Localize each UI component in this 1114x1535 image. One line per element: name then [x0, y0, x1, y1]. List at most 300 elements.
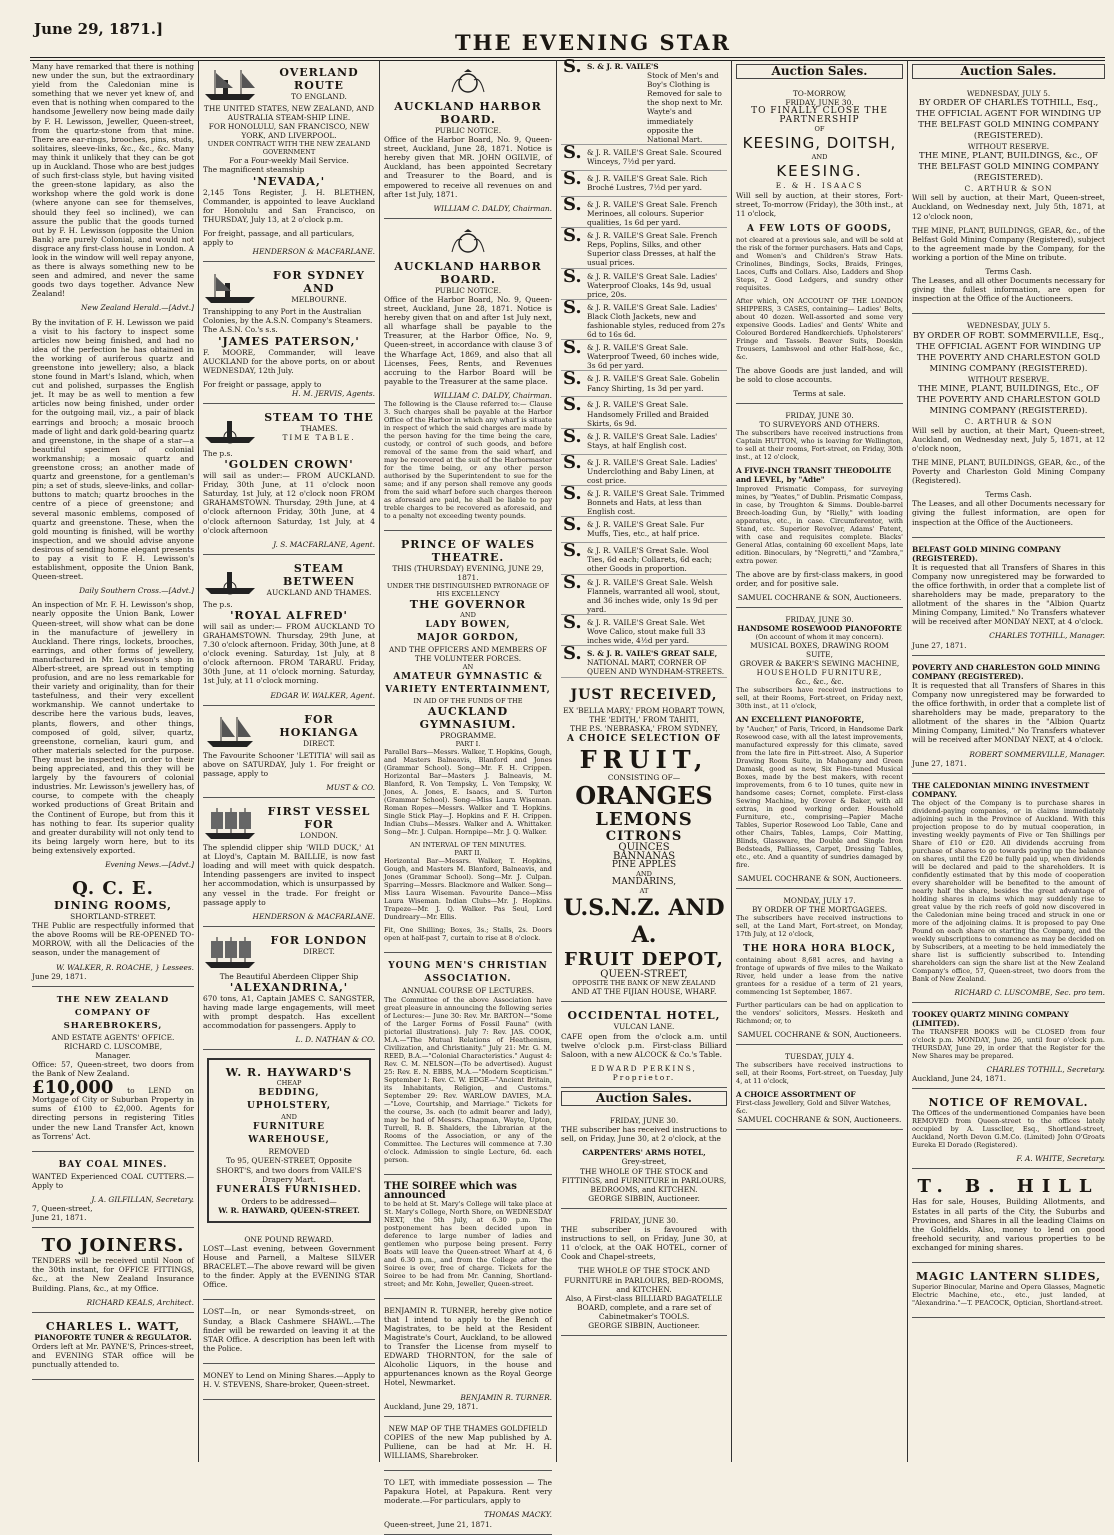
- ad-heading: JUST RECEIVED,: [570, 686, 718, 703]
- drop-cap: S.: [563, 451, 582, 473]
- ad-line: Terms at sale.: [793, 389, 846, 399]
- drop-cap: S.: [563, 394, 582, 416]
- ad-hill: [912, 1172, 1105, 1263]
- ad-signature: SAMUEL COCHRANE & SON, Auctioneers.: [737, 1115, 902, 1125]
- ad-body: 2,145 Tons Register, J. H. BLETHEN, Commander, is appointed to leave Auckland for Honolulu and San Francisco, on THURSDAY, July 13, at 2 o'clock p.m.: [203, 187, 375, 224]
- ad-line: HOUSEHOLD FURNITURE,: [756, 668, 883, 678]
- sale-item-text: & J. R. VAILE'S Great Sale. Wool Ties, 6d each; Collarets, 6d each; other Goods in proportion.: [587, 546, 713, 574]
- article-text: By the invitation of F. H. Lewisson we paid a visit to his factory to inspect some articles now being finished, and had no idea of the perfection he has obtained in the working of auriferous quartz and greenstone into jewellery; also, a black stone found in Mart's Island, which, when cut and polished, surpasses the English jet. It may be as well to mention a few articles now being finished, under order for the outgoing mail, viz., a pair of black earrings and brooch; a mosaic brooch made of light and dark gold-bearing quartz and greenstone, in the shape of a star—a beautiful specimen of colonial workmanship; a mosaic quartz and greenstone cross; an another made of quartz and greenstone, for a gentleman's pin; a set of studs, sleeve-links, and collar-buttons to match; quartz brooches in the centre of a piece of greenstone; and several masonic emblems, composed of quartz and greenstone. These, when the gold mounting is finished, will be worthy inspection, and we should advise anyone desirous of sending home elegant presents to pay a visit to F. H. Lewisson's establishment, opposite the Union Bank, Queen-street.: [32, 317, 194, 582]
- ad-date: MONDAY, JULY 17.: [783, 895, 856, 905]
- ad-line: TO FINALLY CLOSE THE PARTNERSHIP: [751, 106, 888, 126]
- ad-heading: AUCKLAND HARBOR BOARD.: [394, 100, 542, 126]
- ad-line: THE MINE, PLANT, BUILDINGS, Etc., OF THE POVERTY AND CHARLESTON GOLD MINING COMPANY (REGISTERED).: [916, 383, 1101, 416]
- vaile-sale-item: [561, 141, 727, 171]
- ad-body: THE subscriber has received instructions to sell, on Friday, June 30, at 2 o'clock, at the: [561, 1125, 727, 1144]
- sale-item-text: & J. R. VAILE'S Great Sale. Gobelin Fancy Shirting, 1s 3d per yard.: [587, 374, 720, 393]
- sale-item-text: & J. R. VAILE'S Great Sale. Ladies' Waterproof Cloaks, 14s 9d, usual price, 20s.: [587, 271, 718, 299]
- vaile-sale-item: [561, 225, 727, 268]
- sale-item-text: & J. R. VAILE'S Great Sale. Ladies' Black Cloth Jackets, new and fashionable styles, reduced from 27s 6d to 16s 6d.: [587, 302, 725, 340]
- sale-item-text: & J. R. VAILE'S Great Sale. Waterproof Tweed, 60 inches wide, 3s 6d per yard.: [587, 343, 720, 371]
- ad-signature: SAMUEL COCHRANE & SON, Auctioneers.: [737, 1029, 902, 1039]
- ad-address: 7, Queen-street,: [32, 1204, 93, 1214]
- ad-keesing: [736, 85, 903, 404]
- drop-cap: S.: [563, 193, 582, 215]
- drop-cap: S.: [563, 337, 582, 359]
- vaile-sale-item: [561, 193, 727, 228]
- ad-heading: ONE POUND REWARD.: [244, 1234, 334, 1244]
- ad-line: OF: [814, 125, 825, 134]
- ad-soiree: [384, 1178, 552, 1299]
- column-5: [736, 62, 903, 1462]
- ad-date: Queen-street, June 21, 1871.: [384, 1519, 493, 1529]
- ad-heading: T. B. HILL: [917, 1176, 1100, 1198]
- ad-name: RICHARD C. LUSCOMBE,: [63, 1041, 163, 1051]
- ad-signature: GEORGE SIBBIN, Auctioneer.: [588, 1193, 700, 1203]
- ad-line: The A.S.N. Co.'s s.s.: [203, 325, 278, 335]
- ad-body: LOST—Last evening, between Government House and Parnell, a Maltese SILVER BRACELET.—The above reward will be given to the finder. Apply at the EVENING STAR Office.: [203, 1244, 375, 1290]
- vaile-sale-item: [561, 394, 727, 428]
- ad-subheading: VULCAN LANE.: [613, 1022, 675, 1032]
- ad-oak-hotel: [561, 1212, 727, 1336]
- ad-first-vessel: [203, 801, 375, 927]
- ad-turner: [384, 1302, 552, 1417]
- vaile-sale-item: [561, 451, 727, 486]
- ad-line: Orders to be addressed—: [241, 1196, 337, 1206]
- ad-body: will sail as under:— FROM AUCKLAND. Friday, 30th June, at 11 o'clock noon Saturday, 1st July, at 12 o'clock noon FROM GRAHAMSTOWN. Thursday, 29th June, at 4 o'clock afternoon Friday, 30th June, at 4 o'clock afternoon Saturday, 1st July, at 4 o'clock afternoon: [203, 471, 375, 535]
- section-heading: Auction Sales.: [912, 64, 1105, 79]
- ad-heading: BELFAST GOLD MINING COMPANY (REGISTERED).: [912, 544, 1061, 563]
- ad-body: THE Public are respectfully informed that the above Rooms will be RE-OPENED TO-MORROW, with all the Delicacies of the season, under the management of: [32, 921, 194, 958]
- ad-line: FUNERALS FURNISHED.: [216, 1184, 362, 1195]
- column-6: [912, 62, 1105, 1462]
- article-text: Many have remarked that there is nothing new under the sun, but the extraordinary yield from the Caledonian mine is something that we never yet knew of, and even that is nothing when compared to the handsome Jewellery now being made daily by F. H. Lewisson, Jeweller, Queen-street, from the quartz-stone from that mine. There are ear-rings, brooches, pins, studs, solitaires, sleeve-links, &c., &c., &c. Many may think it unlikely that they can be got up in Auckland. Those who are best judges of such first-class style, but having visited the green-stone lapidary, as also the workshop where the gold work is done (where anyone can see for themselves, should they feel so inclined), we can assure the public that the goods turned out by F. H. Lewisson (opposite the Union Bank) are purely Colonial, and would not disgrace any first-class house in London. A look in the window will well repay anyone, as there is always something new to be seen and admired, and never the same goods two days together. Advance New Zealand!: [32, 62, 194, 299]
- fruit-item: PINE APPLES: [611, 860, 677, 871]
- ad-line: THE UNITED STATES, NEW ZEALAND, AND AUSTRALIA STEAM-SHIP LINE.: [203, 104, 375, 123]
- column-3: [384, 62, 552, 1529]
- ad-body: not cleared at a previous sale, and will be sold at the risk of the former purchasers. Hats and Caps, and Women's and Children's Straw Hats. Crinolines, Bindings, Socks, Braids, Fringes, Laces, Cuffs and Collars. Also, Ladders and Shop Steps, 2 Good Ledgers, and sundry other requisites.: [736, 235, 903, 292]
- ad-heading: THE NEW ZEALAND COMPANY OF SHAREBROKERS,: [56, 994, 170, 1031]
- ad-heading: TOOKEY QUARTZ MINING COMPANY (LIMITED).: [912, 1009, 1069, 1029]
- ad-heading: THE SOIREE which was announced: [384, 1180, 517, 1201]
- ad-to-let: [384, 1474, 552, 1534]
- ad-heading: AN EXCELLENT PIANOFORTE,: [736, 715, 865, 725]
- ad-date: FRIDAY, JUNE 30.: [609, 1116, 679, 1126]
- ad-line: AND: [811, 153, 828, 162]
- ad-agent: H. M. JERVIS, Agents.: [291, 388, 375, 398]
- ad-heading: STEAM TO THE: [264, 410, 374, 424]
- ad-body: Superior Binocular, Marine and Opera Glasses, Magnetic Electric Machine, etc., etc., just landed, at "Alexandrina."—T. PEACOCK, Optician, Shortland-street.: [912, 1283, 1105, 1307]
- ad-agent: HENDERSON & MACFARLANE.: [252, 911, 375, 921]
- ad-body: The Favourite Schooner 'LETITIA' will sail as above on SATURDAY, July 1. For freight or passage, apply to: [203, 750, 375, 778]
- drop-cap: S.: [563, 540, 582, 562]
- ad-harbor-board-2: [384, 222, 552, 531]
- drop-cap: S.: [563, 167, 582, 189]
- ad-heading: POVERTY AND CHARLESTON GOLD MINING COMPANY (REGISTERED).: [912, 662, 1101, 681]
- auctioneer-name: C. ARTHUR & SON: [964, 416, 1053, 426]
- sale-item-text: & J. R. VAILE'S Great Sale. Ladies' Underclothing and Baby Linen, at cost price.: [587, 457, 718, 485]
- ad-body: will sail as under:— FROM AUCKLAND TO GRAHAMSTOWN. Thursday, 29th June, at 7.30 o'clock afternoon. Friday, 30th June, at 8 o'clock evening. Saturday, 1st July, at 8 o'clock afternoon. FROM TARARU. Friday, 30th June, at 11 o'clock morning. Saturday, 1st July, at 11 o'clock morning.: [203, 621, 375, 686]
- ad-line: SHORTLAND-STREET.: [70, 912, 156, 922]
- ad-body: COPIES of the new Map published by A. Pulliene, can be had at Mr. H. H. WILLIAMS, Sharebroker.: [384, 1432, 552, 1461]
- ad-heading: OVERLAND ROUTE: [279, 66, 359, 92]
- ad-signature: CHARLES TOTHILL, Manager.: [989, 631, 1105, 641]
- ad-body: Stock of Men's and Boy's Clothing is Removed for sale to the shop next to Mr. Wayte's and immediately opposite the National Mart.: [647, 71, 723, 144]
- ad-signature: BENJAMIN R. TURNER.: [460, 1392, 552, 1402]
- ad-date: Auckland, June 24, 1871.: [912, 1074, 1007, 1084]
- ad-body: TO LET, with immediate possession — The Papakura Hotel, at Papakura. Rent very moderate.—For particulars, apply to: [384, 1478, 552, 1506]
- ad-theatre: [384, 534, 552, 953]
- ad-line: OPPOSITE THE BANK OF NEW ZEALAND: [572, 979, 716, 988]
- ad-line: THE 'EDITH,' FROM TAHITI,: [589, 714, 699, 724]
- ad-date: Auckland, June 29, 1871.: [384, 1401, 479, 1411]
- royal-crest-icon: [448, 228, 488, 258]
- ad-line: The p.s.: [203, 448, 233, 458]
- ad-body: The above Goods are just landed, and will be sold to close accounts.: [736, 365, 903, 384]
- ad-body: The TRANSFER BOOKS will be CLOSED from four o'clock p.m. MONDAY, June 26, until four o'clock p.m. THURSDAY, June 29, in order that the Register for the New Shares may be prepared.: [912, 1028, 1105, 1061]
- drop-cap: S.: [563, 483, 582, 504]
- ad-body: First-class Jewellery, Gold and Silver Watches, &c.: [736, 1099, 891, 1116]
- fruit-item: BANNANAS: [612, 850, 676, 862]
- ad-steam-between: [203, 558, 375, 706]
- ad-body: TENDERS will be received until Noon of the 30th instant, for OFFICE FITTINGS, &c., at the New Zealand Insurance Building. Plans, &c., at my Office.: [32, 1256, 194, 1293]
- ad-hokianga: [203, 709, 375, 798]
- drop-cap: S.: [563, 56, 582, 77]
- ad-magic-lantern: [912, 1266, 1105, 1318]
- sale-item-text: & J. R. VAILE'S Great Sale. Fur Muffs, Ties, etc., at half price.: [587, 520, 704, 539]
- ship-name: 'ALEXANDRINA,': [229, 980, 349, 994]
- ad-pianoforte: [736, 611, 903, 889]
- fruit-item: QUINCES: [618, 841, 670, 853]
- ad-date: FRIDAY, JUNE 30.: [785, 98, 854, 108]
- ad-agent: J. S. MACFARLANE, Agent.: [273, 539, 375, 549]
- ad-signature: RICHARD C. LUSCOMBE, Sec. pro tem.: [954, 987, 1105, 997]
- ad-body: Also, A First-class BILLIARD BAGATELLE BOARD, complete, and a rare set of Cabinetmaker's TOOLS.: [565, 1293, 723, 1321]
- ad-line: AN INTERVAL OF TEN MINUTES.: [410, 841, 526, 850]
- ad-jewellery: [736, 1048, 903, 1130]
- ad-body: MONEY to Lend on Mining Shares.—Apply to H. V. STEVENS, Share-broker, Queen-street.: [203, 1370, 375, 1390]
- ad-heading: MAGIC LANTERN SLIDES,: [916, 1270, 1101, 1283]
- ad-signature: RICHARD KEALS, Architect.: [86, 1297, 194, 1307]
- ad-line: FURNITURE WAREHOUSE,: [248, 1122, 330, 1146]
- vaile-sale-item: [561, 483, 727, 517]
- ad-body: to be held at St. Mary's College will take place at St. Mary's College, North Shore, on WEDNESDAY NEXT, the 5th July, at 6.30 p.m. The postponement has been decided upon in deference to large number of ladies and gentlemen who purpose being present. Ferry Boats will leave the Queen-street Wharf at 4, 6 and 6.30 p.m., and from the College after the Soiree is over, free of charge. Tickets for the Soiree to be had from Mr. Canning, Shortland-street; and Mr. Kohn, Jeweller, Queen-street.: [384, 1199, 552, 1288]
- ad-heading: BAY COAL MINES.: [58, 1159, 168, 1170]
- ship-name: 'NEVADA,': [252, 174, 326, 188]
- ad-line: AND: [460, 611, 476, 620]
- ad-bay-coal: [32, 1155, 194, 1228]
- ad-body: The object of the Company is to purchase shares in dividend-paying companies, or in claims immediately adjoining such in the Province of Auckland. With this projection propose to do by mutual cooperation, in investing weekly payments of Five or Ten Shillings per Share of £10 or £20. All dividends accruing from purchase of shares to go towards paying up the balance on shares, until the £20 be fully paid up, when dividends will be declared and paid to the shareholders. It is confidently estimated that by this mode of cooperation every shareholder will be benefited to the amount of nearly half the share, besides the great advantage of holding shares in claims which may suddenly rise to great value by the rich reefs of gold now discovered in the Caledonian mine being traced and struck in one or more of the adjoining claims. It is proposed to pay One Pound on each share on starting the Company, and the weekly subscriptions to commence as may be decided on by Subscribers, at a meeting to be held immediately the share list is sufficiently subscribed to. Intending shareholders can sign the share list at the New Zealand Company's office, 57, Queen-street, two doors from the Bank of New Zealand.: [912, 798, 1105, 983]
- ad-heading: STEAM BETWEEN: [282, 561, 356, 588]
- ad-heading: PRINCE OF WALES THEATRE.: [400, 537, 536, 564]
- ad-money: [203, 1367, 375, 1400]
- ad-subheading: DINING ROOMS,: [53, 899, 173, 913]
- ad-line: UNDER CONTRACT WITH THE NEW ZEALAND GOVERNMENT: [207, 140, 371, 157]
- drop-cap: S.: [563, 296, 582, 318]
- paddle-steamer-icon: [203, 564, 257, 598]
- ad-subheading: DIRECT.: [303, 738, 335, 748]
- sale-item-text: & J. R. VAILE'S Great Sale. French Merinoes, all colours. Superior qualities, 1s 6d per yard.: [587, 199, 718, 228]
- ad-body: The subscribers have received instructions from Captain HUTTON, who is leaving for Wellington, to sell at their rooms, Fort-street, on Friday, 30th inst., at 12 o'clock,: [736, 429, 903, 462]
- ad-body: The subscribers have received instructions to sell, at the Land Mart, Fort-street, on Monday, 17th July, at 12 o'clock,: [736, 913, 903, 938]
- ad-line: AMATEUR GYMNASTIC & VARIETY ENTERTAINMENT,: [385, 672, 551, 696]
- ad-line: AND AT THE FIJIAN HOUSE, WHARF.: [571, 987, 717, 997]
- ad-heading: NEW MAP OF THE THAMES GOLDFIELD: [388, 1423, 548, 1433]
- fruit-item: LEMONS: [595, 808, 693, 830]
- ad-date: WEDNESDAY, JULY 5.: [966, 321, 1051, 331]
- ship-name: 'JAMES PATERSON,': [218, 334, 360, 348]
- ad-body: Further particulars can be had on application to the vendors' solicitors, Messrs. Hesketh and Richmond; or, to: [736, 1000, 903, 1025]
- steamship-icon: [203, 271, 257, 305]
- ad-heading: A FIVE-INCH TRANSIT THEODOLITE and LEVEL, by "Adie": [736, 466, 892, 485]
- ad-line: BY ORDER OF CHARLES TOTHILL, Esq., THE OFFICIAL AGENT FOR WINDING UP THE BELFAST GOLD MINING COMPANY (REGISTERED).: [916, 98, 1101, 142]
- ad-body: Office: 57, Queen-street, two doors from the Bank of New Zealand.: [32, 1060, 194, 1079]
- ad-subheading: LONDON.: [300, 831, 338, 841]
- ad-line: The magnificent steamship: [203, 165, 305, 175]
- ad-line: GROVER & BAKER'S SEWING MACHINE,: [739, 659, 900, 669]
- article-source: New Zealand Herald.—[Advt.]: [81, 303, 194, 313]
- ad-sydney: [203, 265, 375, 404]
- ad-signature: THOMAS MACKY.: [484, 1510, 552, 1520]
- ad-body: 670 tons, A1, Captain JAMES C. SANGSTER, having made large engagements, will meet with prompt despatch. Has excellent accommodation for passengers. Apply to: [203, 993, 375, 1031]
- ad-body: containing about 8,681 acres, and having a frontage of upwards of five miles to the Waikato River, held under a lease from the native grantees for a residue of a term of 21 years, commencing 1st September, 1867.: [736, 955, 903, 996]
- ad-heading: THE CALEDONIAN MINING INVESTMENT COMPANY.: [912, 780, 1090, 799]
- vaile-sale-list: [561, 141, 727, 646]
- ad-body: Will sell by auction, at their Mart, Queen-street, Auckland, on Wednesday next, July 5th, 1871, at 12 o'clock noon,: [912, 193, 1105, 221]
- vaile-header: [561, 56, 727, 145]
- ad-tookey: [912, 1006, 1105, 1089]
- fruit-item: MANDARINS,: [611, 877, 677, 888]
- ad-watt: [32, 1316, 194, 1380]
- ad-hora-hora: [736, 892, 903, 1045]
- ad-poverty-sale: [912, 317, 1105, 537]
- ad-signature: W. R. HAYWARD, QUEEN-STREET.: [218, 1205, 360, 1215]
- article-text: An inspection of Mr. F. H. Lewisson's shop, nearly opposite the Union Bank, Lower Queen-street, will show what can be done in the manufacture of jewellery in Auckland. There rings, lockets, brooches, earrings, and other forms of jewellery, manufactured in Mr. Lewisson's shop in Albert-street, are spread out in tempting profusion, and are no less remarkable for their variety and originality, than for their tastefulness, and their very excellent workmanship. We cannot undertake to describe here the various buds, leaves, plants, flowers, and other things, composed of gold, silver, quartz, greenstone, cornelian, kauri gum, and other materials selected for the purpose. They must be inspected, in order to their being appreciated, and this they will be largely by the favourers of colonial industries. Mr. Lewisson's jewellery has, of course, to compete with the cheaply worked productions of Great Britain and the Continent of Europe, but from this it has nothing to fear. Its superior quality and greater durability will not only tend to its being largely worn here, but to its being extensively exported.: [32, 600, 194, 855]
- ad-body: Improved Prismatic Compass, for surveying mines, by "Yeates," of Dublin. Prismatic Compass, in case, by Troughton & Simms. Double-barrel Breech-loading Gun, by "Rielly," with loading apparatus, etc., in case. Circumferentor, with Stand, etc. Superior Revolver, Adams' Patent, with case and requisites complete. Blacks' General Atlas, containing 60 excellent Maps, late edition. Binoculars, by "Negretti," and "Zambra," extra power.: [736, 484, 903, 565]
- ad-body: THE MINE, PLANT, BUILDINGS, GEAR, &c., of the Belfast Gold Mining Company (Registered), subject to the agreement made by the Company, for the working a portion of the Mine on tribute.: [912, 225, 1105, 262]
- column-4: [561, 56, 727, 1462]
- vaile-sale-item: [561, 167, 727, 197]
- ad-body: Horizontal Bar—Messrs. Walker, T. Hopkins, Gough, and Masters M. Blanford, Balneavis, and Jones (Grammar School). Song—Mr. J. Culpan. Sparring—Messrs. Blackmore and Walker. Song—Miss Laura Wiseman. Favourite Dance—Miss Laura Wiseman. Indian Clubs—Mr. J. Hopkins. Trapeze—Mr. J. Q. Walker. Pas Seul, Lord Dundreary—Mr. Ellis.: [384, 857, 552, 922]
- ad-line: CONSISTING OF—: [607, 772, 681, 782]
- ad-body: Office of the Harbor Board, No. 9, Queen-street, Auckland, June 28, 1871. Notice is hereby given that on and after 1st July next, all wharfage shall be payable to the Treasurer, at the Harbor Office, No. 9, Queen-street, in accordance with clause 3 of the Wharfage Act, 1869, and also that all Licenses, Fees, Rents, and Revenues accruing to the Harbor Board will be payable to the Treasurer at the same place.: [384, 294, 552, 386]
- ship-name: 'ROYAL ALFRED': [230, 608, 348, 622]
- ad-subheading: AUCKLAND AND THAMES.: [266, 587, 372, 597]
- ad-surveyors: [736, 407, 903, 608]
- ad-caledonian: [912, 777, 1105, 1003]
- firm-name: KEESING, DOITSH,: [742, 134, 897, 153]
- ad-body: Has for sale, Houses, Building Allotments, and Estates in all parts of the City, the Suburbs and Provinces, and Shares in all the leading Claims on the Goldfields. Also, money to lend on good freehold security, and various properties to be exchanged for mining shares.: [912, 1197, 1105, 1252]
- vaile-sale-item: [561, 265, 727, 300]
- ad-signature: W. WALKER, R. ROACHE, } Lessees.: [56, 962, 194, 972]
- ad-subheading: TO SURVEYORS AND OTHERS.: [759, 420, 880, 430]
- ad-date: TUESDAY, JULY 4.: [784, 1051, 855, 1061]
- ad-body: THE WHOLE OF THE STOCK and FITTINGS, and FURNITURE in PARLOURS, BEDROOMS, and KITCHEN.: [561, 1166, 727, 1194]
- auctioneer-name: E. & H. ISAACS: [775, 181, 864, 191]
- ad-line: A CHOICE SELECTION OF: [566, 733, 722, 744]
- ad-heading: A FEW LOTS OF GOODS,: [747, 223, 892, 234]
- ad-line: IN AID OF THE FUNDS OF THE: [413, 697, 523, 706]
- ad-date: FRIDAY, JUNE 30.: [785, 614, 854, 624]
- ad-line: QUEEN-STREET,: [600, 969, 688, 981]
- ad-body: Parallel Bars—Messrs. Walker, T. Hopkins, Gough, and Masters Balneavis, Blanford and Jones (Grammar School). Song—Mr. F. H. Crippen. Horizontal Bar—Masters J. Balneavis, M. Blanford, R. Von Tempsky, L. Von Tempsky, W. Jones, A. Jones, E. Isaacs, and S. Turton (Grammar School). Song—Miss Laura Wiseman. Roman Ropes—Messrs. Walker and T. Hopkins. Single Stick Play—J. Hopkins and F. H. Crippen. Indian Clubs—Messrs. Walker and A. Whittaker. Song—Mr. J. Culpan. Hornpipe—Mr. J. Q. Walker.: [384, 748, 552, 837]
- vaile-sale-item: [561, 337, 727, 371]
- ad-heading: W. R. HAYWARD'S: [225, 1066, 353, 1080]
- ad-line: For freight or passage, apply to: [203, 379, 322, 389]
- ad-subheading: PUBLIC NOTICE.: [434, 285, 502, 295]
- drop-cap: S.: [563, 611, 582, 633]
- vaile-sale-item: [561, 368, 727, 397]
- sale-item-text: & J. R. VAILE'S Great Sale. Trimmed Bonnets and Hats, at less than English cost.: [587, 489, 725, 517]
- ad-hayward: [207, 1058, 371, 1223]
- ad-date: FRIDAY, JUNE 30.: [785, 411, 854, 421]
- ad-line: (On account of whom it may concern).: [755, 632, 884, 641]
- ad-belfast-sale: [912, 85, 1105, 314]
- ad-line: &c., &c., &c.: [795, 677, 844, 687]
- ad-joiners: [32, 1231, 194, 1312]
- ad-body: F. MOORE, Commander, will leave AUCKLAND for the above ports, on or about WEDNESDAY, 12th July.: [203, 347, 375, 375]
- ad-body: It is requested that all Transfers of Shares in this Company now unregistered may be forwarded to the office forthwith, in order that a complete list of shareholders may be made, preparatory to the allotment of the shares in the "Albion Quartz Mining Company, Limited." No Transfers whatever will be received after MONDAY NEXT, at 4 o'clock.: [912, 680, 1105, 745]
- ad-line: BEDDING, UPHOLSTERY,: [247, 1088, 331, 1112]
- column-2: [203, 62, 375, 1462]
- ad-subheading: THAMES.: [300, 423, 338, 433]
- ad-line: THE P.S. 'NEBRASKA,' FROM SYDNEY,: [570, 723, 718, 733]
- ad-subheading: AND ESTATE AGENTS' OFFICE.: [51, 1032, 175, 1042]
- ad-agent: L. D. NATHAN & CO.: [295, 1035, 375, 1045]
- depot-name: U.S.N.Z. AND A.: [563, 895, 725, 949]
- ad-date: FRIDAY, JUNE 30.: [609, 1215, 679, 1225]
- drop-cap: S.: [563, 514, 582, 536]
- ad-line: FOR HONOLULU, SAN FRANCISCO, NEW YORK, AND LIVERPOOL.: [208, 122, 370, 141]
- ad-line: For freight, passage, and all particulars, apply to: [203, 228, 355, 248]
- drop-cap: S.: [563, 571, 582, 593]
- ad-carpenters: [561, 1112, 727, 1209]
- fruit-heading: FRUIT,: [579, 744, 709, 774]
- ad-line: AT: [639, 887, 649, 896]
- ad-line: AND THE OFFICERS AND MEMBERS OF THE VOLUNTEER FORCES.: [388, 645, 548, 664]
- ad-body: BENJAMIN R. TURNER, hereby give notice that I intend to apply to the Bench of Magistrates, to be held at the Resident Magistrate's Court, Auckland, to be allowed to Transfer the License from myself to EDWARD THORNTON, for the sale of Alcoholic Liquors, in the house and appurtenances known as the Royal George Hotel, Newmarket.: [384, 1305, 552, 1388]
- ad-line: PART II.: [454, 849, 482, 858]
- article-source: Daily Southern Cross.—[Advt.]: [79, 586, 194, 596]
- ad-line: TO-MORROW,: [792, 89, 847, 99]
- ad-agent: MUST & CO.: [326, 782, 375, 792]
- ad-signature: EDWARD PERKINS, Proprietor.: [591, 1063, 697, 1082]
- vaile-sale-item: [561, 296, 727, 340]
- column-divider: [907, 60, 908, 1462]
- issue-date: June 29, 1871.]: [34, 20, 164, 38]
- drop-cap: S.: [563, 643, 582, 665]
- sale-item-text: & J. R. VAILE'S Great Sale. Handsomely Frilled and Braided Skirts, 6s 9d.: [587, 400, 709, 428]
- ad-line: CHEAP: [276, 1079, 302, 1088]
- ad-body: It is requested that all Transfers of Shares in this Company now unregistered may be forwarded to the office forthwith, in order that a complete list of shareholders may be made, preparatory to the allotment of the shares in the "Albion Quartz Mining Company, Limited." No Transfers whatever will be received after MONDAY NEXT, at 4 o'clock.: [912, 562, 1105, 627]
- drop-cap: S.: [563, 368, 582, 390]
- ad-signature: WILLIAM C. DALDY, Chairman.: [433, 203, 552, 213]
- schooner-icon: [203, 715, 257, 749]
- clipper-ship-icon: [203, 936, 257, 970]
- ad-date: June 27, 1871.: [912, 640, 967, 650]
- ad-subheading: ANNUAL COURSE OF LECTURES.: [402, 986, 534, 996]
- ad-line: REMOVED: [268, 1147, 310, 1157]
- ad-date: WEDNESDAY, JULY 5.: [966, 89, 1051, 99]
- ad-line: Grey-street,: [621, 1157, 667, 1167]
- ad-date: June 29, 1871.: [32, 971, 87, 981]
- ad-line: For a Four-weekly Mail Service.: [229, 156, 349, 166]
- clipper-ship-icon: [203, 807, 257, 841]
- ad-heading: AUCKLAND HARBOR BOARD.: [394, 259, 542, 286]
- ad-body: Will sell by auction, at their Mart, Queen-street, Auckland, on Wednesday next, July 5, 1871, at 12 o'clock noon,: [912, 425, 1105, 453]
- ad-role: Manager.: [95, 1050, 131, 1060]
- ad-belfast-notice: [912, 541, 1105, 656]
- ad-line: UNDER THE DISTINGUISHED PATRONAGE OF HIS EXCELLENCY: [386, 582, 550, 599]
- drop-cap: S.: [563, 425, 582, 447]
- ad-body: After which, ON ACCOUNT OF THE LONDON SHIPPERS, 3 CASES, containing— Ladies' Belts, about 40 dozen. Well-assorted and some very expensive Goods. Ladies' and Gents' White and Coloured Bordered Handkerchiefs. Upholsterers' Fringe and Tassels. Beaver Suits, Doeskin Trousers, Lambswool and other Half-hose, &c., &c.: [736, 296, 903, 361]
- ad-line: PROGRAMME.: [439, 731, 497, 741]
- ad-body: Orders left at Mr. PAYNE'S, Princes-street, and EVENING STAR office will be punctually attended to.: [32, 1341, 194, 1369]
- ad-signature: SAMUEL COCHRANE & SON, Auctioneers.: [737, 592, 902, 602]
- firm-name: KEESING.: [776, 162, 863, 181]
- ad-line: MAJOR GORDON,: [416, 633, 520, 644]
- ship-name: 'GOLDEN CROWN': [224, 458, 354, 472]
- ad-heading: FOR SYDNEY AND: [273, 269, 365, 296]
- ad-agent: HENDERSON & MACFARLANE.: [252, 247, 375, 257]
- vaile-sale-item: [561, 571, 727, 615]
- drop-cap: S.: [563, 225, 582, 247]
- ad-harbor-board: [384, 62, 552, 219]
- ad-body: WANTED Experienced COAL CUTTERS.—Apply to: [32, 1171, 194, 1190]
- vaile-sale-item: [561, 611, 727, 646]
- ad-date: June 27, 1871.: [912, 758, 967, 768]
- ad-body: THE WHOLE OF THE STOCK AND FURNITURE in PARLOURS, BED-ROOMS, and KITCHEN.: [564, 1266, 724, 1294]
- vaile-sale-item: [561, 540, 727, 574]
- ad-fruit: [561, 681, 727, 1003]
- ad-line: PART I.: [455, 740, 481, 749]
- ad-occidental: [561, 1005, 727, 1088]
- newspaper-title: THE EVENING STAR: [455, 30, 731, 55]
- ad-heading: CHARLES L. WATT,: [45, 1319, 181, 1333]
- ad-thames-map: [384, 1420, 552, 1471]
- ad-body: LOST—In, or near Symonds-street, on Sunday, a Black Cashmere SHAWL.—The finder will be rewarded on leaving it at the STAR Office. A description has been left with the Police.: [203, 1307, 375, 1353]
- column-divider: [198, 60, 199, 1462]
- ad-signature: CHARLES TOTHILL, Secretary.: [986, 1065, 1105, 1075]
- ad-body: The Leases, and all other Documents necessary for giving the fullest information, are open for inspection at the Office of the Auctioneers.: [912, 499, 1105, 527]
- ad-line: Terms Cash.: [985, 267, 1032, 277]
- ad-heading: Q. C. E.: [72, 878, 154, 900]
- drop-cap: S.: [563, 141, 582, 163]
- ad-heading: OCCIDENTAL HOTEL,: [567, 1009, 721, 1023]
- ad-poverty-notice: [912, 659, 1105, 774]
- ad-body: The Offices of the undermentioned Companies have been REMOVED from Queen-street to the offices lately occupied by A. Lusscller, Esq., Shortland-street, Auckland, North Devon G.M.Co. (Limited) John O'Groats Eureka El Dorado (Registered).: [912, 1109, 1105, 1150]
- sale-item-text: & J. R. VAILE'S Great Sale. Scoured Winceys, 7½d per yard.: [587, 147, 722, 166]
- ad-line: THE GOVERNOR: [409, 598, 527, 612]
- drop-cap: S.: [563, 265, 582, 287]
- vaile-sale-item: [561, 425, 727, 455]
- ad-reward: [203, 1231, 375, 1301]
- ad-heading: A CHOICE ASSORTMENT OF: [736, 1090, 856, 1099]
- ad-heading: FIRST VESSEL FOR: [267, 805, 371, 832]
- section-heading: Auction Sales.: [736, 64, 903, 79]
- ad-ymca: [384, 956, 552, 1174]
- ad-signature: J. A. GILFILLAN, Secretary.: [91, 1194, 194, 1204]
- ad-body: Fit, One Shilling; Boxes, 3s.; Stalls, 2s. Doors open at half-past 7, curtain to rise at 8 o'clock.: [384, 926, 552, 943]
- ad-subheading: DIRECT.: [303, 946, 335, 956]
- ad-signature: SAMUEL COCHRANE & SON, Auctioneers.: [737, 873, 902, 883]
- ad-body: Office of the Harbor Board, No. 9, Queen-street, Auckland, June 28, 1871. Notice is hereby given that MR. JOHN OGILVIE, of Auckland, has been appointed Secretary and Treasurer to the Board, and is empowered to receive all revenues on and after 1st July, 1871.: [384, 135, 552, 199]
- ad-heading: S. & J. R. VAILE'S: [587, 62, 659, 71]
- ad-body: The splendid clipper ship 'WILD DUCK,' A1 at Lloyd's, Captain M. BAILLIE, is now fast loading and will meet with quick despatch. Intending passengers are invited to inspect her accommodation, which is unsurpassed by any vessel in the trade. For freight or passage apply to: [203, 843, 375, 907]
- ad-heading: HANDSOME ROSEWOOD PIANOFORTE: [737, 623, 902, 633]
- ad-date: June 21, 1871.: [32, 1213, 87, 1223]
- section-heading: Auction Sales.: [561, 1091, 727, 1106]
- ad-line: MUSICAL BOXES, DRAWING ROOM SUITE,: [750, 640, 889, 660]
